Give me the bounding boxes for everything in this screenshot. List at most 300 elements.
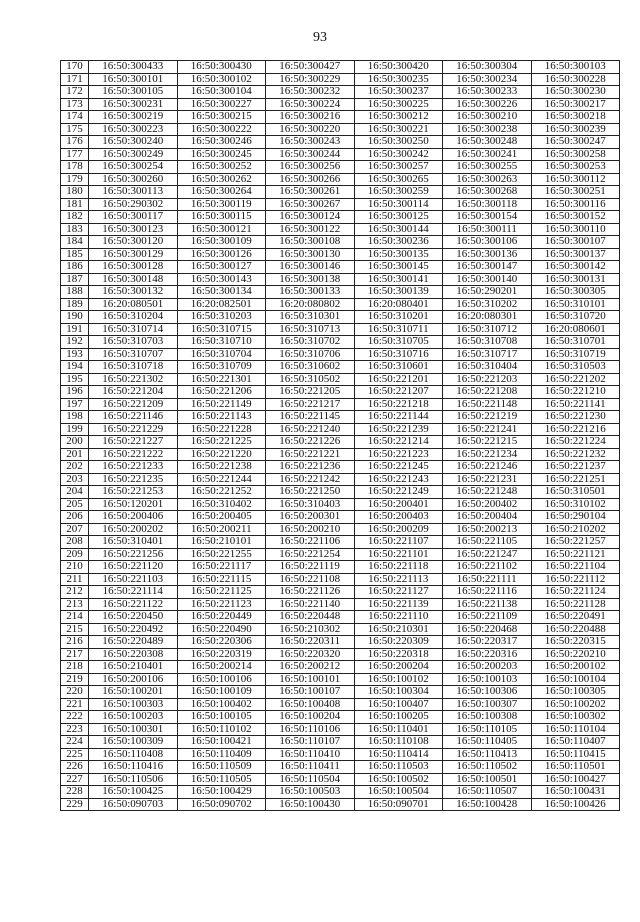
cadastral-number-cell: 16:50:300104 <box>177 86 266 99</box>
table-row <box>61 111 620 124</box>
row-number-cell: 225 <box>61 748 89 761</box>
cadastral-number-cell: 16:50:310202 <box>443 298 532 311</box>
cadastral-number-cell: 16:50:221227 <box>89 436 178 449</box>
cadastral-number-cell: 16:50:200404 <box>443 511 532 524</box>
cadastral-number-cell: 16:50:221302 <box>89 373 178 386</box>
cadastral-number-cell: 16:50:300247 <box>531 136 620 149</box>
cadastral-number-cell: 16:50:100309 <box>89 736 178 749</box>
cadastral-number-cell: 16:50:310710 <box>177 336 266 349</box>
cadastral-number-cell: 16:50:220450 <box>89 611 178 624</box>
cadastral-number-cell: 16:50:221221 <box>266 448 355 461</box>
cadastral-number-cell: 16:50:300221 <box>354 123 443 136</box>
cadastral-number-cell: 16:50:100308 <box>443 711 532 724</box>
row-number-cell: 172 <box>61 86 89 99</box>
cadastral-number-cell: 16:50:310502 <box>266 373 355 386</box>
cadastral-number-cell: 16:50:210202 <box>531 523 620 536</box>
cadastral-number-cell: 16:50:220468 <box>443 623 532 636</box>
cadastral-number-cell: 16:50:221125 <box>177 586 266 599</box>
cadastral-number-cell: 16:50:200301 <box>266 511 355 524</box>
table-row <box>61 186 620 199</box>
cadastral-number-cell: 16:50:200213 <box>443 523 532 536</box>
row-number-cell: 198 <box>61 411 89 424</box>
cadastral-number-cell: 16:50:220488 <box>531 623 620 636</box>
cadastral-number-cell: 16:50:221102 <box>443 561 532 574</box>
table-row <box>61 736 620 749</box>
cadastral-number-cell: 16:50:110415 <box>531 748 620 761</box>
cadastral-number-cell: 16:20:082501 <box>177 298 266 311</box>
cadastral-number-cell: 16:50:110108 <box>354 736 443 749</box>
row-number-cell: 197 <box>61 398 89 411</box>
cadastral-number-cell: 16:50:300257 <box>354 161 443 174</box>
cadastral-number-cell: 16:50:220319 <box>177 648 266 661</box>
cadastral-number-cell: 16:50:310720 <box>531 311 620 324</box>
cadastral-number-cell: 16:50:200402 <box>443 498 532 511</box>
row-number-cell: 201 <box>61 448 89 461</box>
cadastral-number-cell: 16:50:221225 <box>177 436 266 449</box>
cadastral-number-cell: 16:50:300133 <box>266 286 355 299</box>
row-number-cell: 222 <box>61 711 89 724</box>
cadastral-number-cell: 16:50:221117 <box>177 561 266 574</box>
row-number-cell: 206 <box>61 511 89 524</box>
cadastral-number-cell: 16:50:300111 <box>443 223 532 236</box>
row-number-cell: 215 <box>61 623 89 636</box>
cadastral-number-cell: 16:50:200211 <box>177 523 266 536</box>
cadastral-number-cell: 16:50:300223 <box>89 123 178 136</box>
cadastral-number-cell: 16:50:110506 <box>89 773 178 786</box>
cadastral-number-cell: 16:50:300126 <box>177 248 266 261</box>
row-number-cell: 213 <box>61 598 89 611</box>
cadastral-number-cell: 16:50:220318 <box>354 648 443 661</box>
cadastral-number-cell: 16:50:100407 <box>354 698 443 711</box>
table-row <box>61 261 620 274</box>
cadastral-number-cell: 16:50:310203 <box>177 311 266 324</box>
cadastral-number-cell: 16:50:300220 <box>266 123 355 136</box>
cadastral-number-cell: 16:50:300114 <box>354 198 443 211</box>
cadastral-number-cell: 16:50:220320 <box>266 648 355 661</box>
cadastral-number-cell: 16:50:310709 <box>177 361 266 374</box>
cadastral-number-cell: 16:50:221126 <box>266 586 355 599</box>
cadastral-number-cell: 16:50:300128 <box>89 261 178 274</box>
row-number-cell: 189 <box>61 298 89 311</box>
cadastral-number-cell: 16:50:221233 <box>89 461 178 474</box>
cadastral-number-cell: 16:50:221242 <box>266 473 355 486</box>
cadastral-number-cell: 16:50:300118 <box>443 198 532 211</box>
cadastral-number-cell: 16:50:220315 <box>531 636 620 649</box>
cadastral-number-cell: 16:50:300226 <box>443 98 532 111</box>
cadastral-number-cell: 16:50:300305 <box>531 286 620 299</box>
table-row <box>61 136 620 149</box>
cadastral-number-cell: 16:50:110104 <box>531 723 620 736</box>
cadastral-number-cell: 16:50:300215 <box>177 111 266 124</box>
row-number-cell: 221 <box>61 698 89 711</box>
cadastral-number-cell: 16:50:110507 <box>443 786 532 799</box>
table-row <box>61 248 620 261</box>
row-number-cell: 209 <box>61 548 89 561</box>
cadastral-number-cell: 16:50:221201 <box>354 373 443 386</box>
cadastral-number-cell: 16:50:300222 <box>177 123 266 136</box>
cadastral-number-cell: 16:50:221120 <box>89 561 178 574</box>
cadastral-number-cell: 16:50:221112 <box>531 573 620 586</box>
cadastral-number-cell: 16:50:310713 <box>266 323 355 336</box>
cadastral-number-cell: 16:50:310601 <box>354 361 443 374</box>
cadastral-number-cell: 16:50:300248 <box>443 136 532 149</box>
row-number-cell: 211 <box>61 573 89 586</box>
cadastral-number-cell: 16:50:300117 <box>89 211 178 224</box>
row-number-cell: 199 <box>61 423 89 436</box>
cadastral-number-cell: 16:50:300122 <box>266 223 355 236</box>
table-row <box>61 498 620 511</box>
cadastral-number-cell: 16:50:110410 <box>266 748 355 761</box>
cadastral-number-cell: 16:50:300236 <box>354 236 443 249</box>
cadastral-number-cell: 16:50:300258 <box>531 148 620 161</box>
cadastral-number-cell: 16:50:100109 <box>177 686 266 699</box>
cadastral-number-cell: 16:50:100101 <box>266 673 355 686</box>
cadastral-number-cell: 16:50:221110 <box>354 611 443 624</box>
cadastral-number-cell: 16:50:300127 <box>177 261 266 274</box>
cadastral-number-cell: 16:50:300267 <box>266 198 355 211</box>
cadastral-number-cell: 16:50:300253 <box>531 161 620 174</box>
table-row <box>61 611 620 624</box>
cadastral-number-cell: 16:50:090702 <box>177 798 266 811</box>
cadastral-number-cell: 16:50:110106 <box>266 723 355 736</box>
cadastral-number-cell: 16:50:300212 <box>354 111 443 124</box>
cadastral-number-cell: 16:50:200405 <box>177 511 266 524</box>
cadastral-number-cell: 16:50:300268 <box>443 186 532 199</box>
cadastral-number-cell: 16:50:221145 <box>266 411 355 424</box>
cadastral-number-cell: 16:50:310707 <box>89 348 178 361</box>
cadastral-number-cell: 16:50:221119 <box>266 561 355 574</box>
row-number-cell: 192 <box>61 336 89 349</box>
cadastral-number-cell: 16:50:221216 <box>531 423 620 436</box>
cadastral-number-cell: 16:50:221143 <box>177 411 266 424</box>
cadastral-number-cell: 16:50:221245 <box>354 461 443 474</box>
cadastral-number-cell: 16:20:080401 <box>354 298 443 311</box>
cadastral-number-cell: 16:50:221218 <box>354 398 443 411</box>
cadastral-number-cell: 16:50:110105 <box>443 723 532 736</box>
cadastral-number-cell: 16:50:221209 <box>89 398 178 411</box>
cadastral-number-cell: 16:50:221118 <box>354 561 443 574</box>
cadastral-number-cell: 16:50:300264 <box>177 186 266 199</box>
row-number-cell: 216 <box>61 636 89 649</box>
cadastral-number-cell: 16:50:300232 <box>266 86 355 99</box>
cadastral-number-cell: 16:50:221246 <box>443 461 532 474</box>
cadastral-number-cell: 16:50:221149 <box>177 398 266 411</box>
cadastral-number-cell: 16:50:300147 <box>443 261 532 274</box>
cadastral-number-cell: 16:50:300263 <box>443 173 532 186</box>
cadastral-number-cell: 16:50:300119 <box>177 198 266 211</box>
cadastral-number-cell: 16:50:300244 <box>266 148 355 161</box>
table-row <box>61 761 620 774</box>
cadastral-number-cell: 16:50:310702 <box>266 336 355 349</box>
cadastral-number-cell: 16:50:300218 <box>531 111 620 124</box>
cadastral-number-cell: 16:50:300210 <box>443 111 532 124</box>
cadastral-number-cell: 16:50:300230 <box>531 86 620 99</box>
cadastral-number-cell: 16:50:221241 <box>443 423 532 436</box>
table-row <box>61 211 620 224</box>
cadastral-number-cell: 16:50:300250 <box>354 136 443 149</box>
cadastral-number-cell: 16:20:080601 <box>531 323 620 336</box>
row-number-cell: 175 <box>61 123 89 136</box>
cadastral-number-cell: 16:50:110505 <box>177 773 266 786</box>
row-number-cell: 226 <box>61 761 89 774</box>
cadastral-number-cell: 16:50:300135 <box>354 248 443 261</box>
cadastral-number-cell: 16:50:221236 <box>266 461 355 474</box>
cadastral-number-cell: 16:50:220316 <box>443 648 532 661</box>
cadastral-number-cell: 16:50:110405 <box>443 736 532 749</box>
row-number-cell: 224 <box>61 736 89 749</box>
cadastral-number-cell: 16:50:290302 <box>89 198 178 211</box>
cadastral-number-cell: 16:50:221148 <box>443 398 532 411</box>
cadastral-number-cell: 16:50:300110 <box>531 223 620 236</box>
table-row <box>61 323 620 336</box>
cadastral-number-cell: 16:50:310708 <box>443 336 532 349</box>
cadastral-number-cell: 16:50:110408 <box>89 748 178 761</box>
cadastral-number-cell: 16:50:300229 <box>266 73 355 86</box>
table-row <box>61 411 620 424</box>
cadastral-number-cell: 16:50:221101 <box>354 548 443 561</box>
row-number-cell: 200 <box>61 436 89 449</box>
row-number-cell: 220 <box>61 686 89 699</box>
cadastral-number-cell: 16:50:100305 <box>531 686 620 699</box>
cadastral-number-cell: 16:50:300116 <box>531 198 620 211</box>
cadastral-number-cell: 16:50:310719 <box>531 348 620 361</box>
cadastral-number-cell: 16:50:221107 <box>354 536 443 549</box>
row-number-cell: 210 <box>61 561 89 574</box>
row-number-cell: 181 <box>61 198 89 211</box>
cadastral-number-cell: 16:50:310705 <box>354 336 443 349</box>
cadastral-number-cell: 16:50:300108 <box>266 236 355 249</box>
cadastral-number-cell: 16:50:221214 <box>354 436 443 449</box>
cadastral-number-cell: 16:50:310715 <box>177 323 266 336</box>
table-row <box>61 373 620 386</box>
table-row <box>61 511 620 524</box>
cadastral-number-cell: 16:50:110503 <box>354 761 443 774</box>
cadastral-number-cell: 16:50:310403 <box>266 498 355 511</box>
cadastral-number-cell: 16:50:221114 <box>89 586 178 599</box>
row-number-cell: 195 <box>61 373 89 386</box>
cadastral-number-cell: 16:50:300225 <box>354 98 443 111</box>
table-row <box>61 198 620 211</box>
cadastral-number-cell: 16:50:221232 <box>531 448 620 461</box>
cadastral-number-cell: 16:50:220448 <box>266 611 355 624</box>
row-number-cell: 184 <box>61 236 89 249</box>
cadastral-number-cell: 16:50:221222 <box>89 448 178 461</box>
cadastral-number-cell: 16:50:100205 <box>354 711 443 724</box>
cadastral-number-cell: 16:50:300245 <box>177 148 266 161</box>
cadastral-number-cell: 16:50:300109 <box>177 236 266 249</box>
cadastral-number-cell: 16:50:110407 <box>531 736 620 749</box>
cadastral-number-cell: 16:50:221128 <box>531 598 620 611</box>
cadastral-number-cell: 16:50:221228 <box>177 423 266 436</box>
row-number-cell: 187 <box>61 273 89 286</box>
cadastral-number-cell: 16:50:100427 <box>531 773 620 786</box>
cadastral-number-cell: 16:50:300141 <box>354 273 443 286</box>
cadastral-number-cell: 16:50:221138 <box>443 598 532 611</box>
cadastral-number-cell: 16:50:100428 <box>443 798 532 811</box>
cadastral-number-cell: 16:50:300105 <box>89 86 178 99</box>
cadastral-number-cell: 16:50:200203 <box>443 661 532 674</box>
table-row <box>61 148 620 161</box>
cadastral-number-cell: 16:50:300139 <box>354 286 443 299</box>
cadastral-number-cell: 16:50:110501 <box>531 761 620 774</box>
cadastral-number-cell: 16:50:221252 <box>177 486 266 499</box>
row-number-cell: 228 <box>61 786 89 799</box>
cadastral-number-cell: 16:50:221237 <box>531 461 620 474</box>
cadastral-number-cell: 16:50:300121 <box>177 223 266 236</box>
cadastral-number-cell: 16:50:300254 <box>89 161 178 174</box>
cadastral-number-cell: 16:50:221301 <box>177 373 266 386</box>
cadastral-number-cell: 16:50:300252 <box>177 161 266 174</box>
cadastral-number-cell: 16:50:310701 <box>531 336 620 349</box>
cadastral-number-cell: 16:50:221123 <box>177 598 266 611</box>
cadastral-number-cell: 16:50:300142 <box>531 261 620 274</box>
cadastral-number-cell: 16:50:221255 <box>177 548 266 561</box>
cadastral-number-cell: 16:50:221113 <box>354 573 443 586</box>
cadastral-number-cell: 16:50:221220 <box>177 448 266 461</box>
cadastral-number-cell: 16:50:100501 <box>443 773 532 786</box>
row-number-cell: 191 <box>61 323 89 336</box>
table-row <box>61 648 620 661</box>
cadastral-number-cell: 16:50:300241 <box>443 148 532 161</box>
table-row <box>61 448 620 461</box>
cadastral-number-cell: 16:50:110413 <box>443 748 532 761</box>
table-row <box>61 598 620 611</box>
cadastral-number-cell: 16:20:080301 <box>443 311 532 324</box>
cadastral-number-cell: 16:50:300261 <box>266 186 355 199</box>
table-row <box>61 73 620 86</box>
cadastral-number-cell: 16:50:221139 <box>354 598 443 611</box>
cadastral-number-cell: 16:50:300138 <box>266 273 355 286</box>
cadastral-number-cell: 16:50:310706 <box>266 348 355 361</box>
cadastral-number-cell: 16:50:200403 <box>354 511 443 524</box>
row-number-cell: 212 <box>61 586 89 599</box>
table-row <box>61 573 620 586</box>
cadastral-number-cell: 16:50:300144 <box>354 223 443 236</box>
cadastral-number-cell: 16:50:300242 <box>354 148 443 161</box>
table-row <box>61 773 620 786</box>
row-number-cell: 219 <box>61 673 89 686</box>
cadastral-number-cell: 16:50:220490 <box>177 623 266 636</box>
table-row <box>61 298 620 311</box>
table-row <box>61 273 620 286</box>
cadastral-number-cell: 16:50:300260 <box>89 173 178 186</box>
row-number-cell: 193 <box>61 348 89 361</box>
cadastral-number-cell: 16:50:300249 <box>89 148 178 161</box>
table-row <box>61 223 620 236</box>
cadastral-number-cell: 16:50:221219 <box>443 411 532 424</box>
cadastral-number-cell: 16:50:200401 <box>354 498 443 511</box>
table-row <box>61 461 620 474</box>
cadastral-number-cell: 16:50:300103 <box>531 61 620 74</box>
table-row <box>61 348 620 361</box>
cadastral-number-cell: 16:50:221116 <box>443 586 532 599</box>
cadastral-number-cell: 16:50:310711 <box>354 323 443 336</box>
cadastral-number-cell: 16:50:100421 <box>177 736 266 749</box>
cadastral-number-cell: 16:50:310714 <box>89 323 178 336</box>
cadastral-number-cell: 16:50:221250 <box>266 486 355 499</box>
cadastral-number-cell: 16:50:100426 <box>531 798 620 811</box>
cadastral-number-cell: 16:50:300140 <box>443 273 532 286</box>
cadastral-number-cell: 16:50:300124 <box>266 211 355 224</box>
table-row <box>61 236 620 249</box>
cadastral-number-cell: 16:50:200212 <box>266 661 355 674</box>
cadastral-number-cell: 16:50:221202 <box>531 373 620 386</box>
cadastral-number-cell: 16:50:100202 <box>531 698 620 711</box>
cadastral-number-cell: 16:50:300107 <box>531 236 620 249</box>
cadastral-number-cell: 16:50:221248 <box>443 486 532 499</box>
table-row <box>61 523 620 536</box>
cadastral-number-cell: 16:50:221204 <box>89 386 178 399</box>
cadastral-number-cell: 16:50:300129 <box>89 248 178 261</box>
cadastral-number-cell: 16:50:110107 <box>266 736 355 749</box>
cadastral-number-cell: 16:50:300246 <box>177 136 266 149</box>
row-number-cell: 214 <box>61 611 89 624</box>
cadastral-number-cell: 16:50:221105 <box>443 536 532 549</box>
table-row <box>61 311 620 324</box>
table-row <box>61 661 620 674</box>
cadastral-number-cell: 16:50:100104 <box>531 673 620 686</box>
cadastral-number-cell: 16:50:200204 <box>354 661 443 674</box>
cadastral-number-cell: 16:50:220308 <box>89 648 178 661</box>
cadastral-number-cell: 16:50:300145 <box>354 261 443 274</box>
cadastral-number-cell: 16:50:221206 <box>177 386 266 399</box>
cadastral-number-cell: 16:50:110509 <box>177 761 266 774</box>
cadastral-number-cell: 16:50:221229 <box>89 423 178 436</box>
row-number-cell: 203 <box>61 473 89 486</box>
table-row <box>61 673 620 686</box>
row-number-cell: 170 <box>61 61 89 74</box>
cadastral-number-cell: 16:50:310716 <box>354 348 443 361</box>
cadastral-number-cell: 16:50:310102 <box>531 498 620 511</box>
table-row <box>61 798 620 811</box>
cadastral-number-cell: 16:50:221205 <box>266 386 355 399</box>
table-row <box>61 536 620 549</box>
cadastral-number-cell: 16:50:221144 <box>354 411 443 424</box>
cadastral-number-cell: 16:50:300235 <box>354 73 443 86</box>
row-number-cell: 202 <box>61 461 89 474</box>
cadastral-number-cell: 16:50:300224 <box>266 98 355 111</box>
cadastral-number-cell: 16:50:300216 <box>266 111 355 124</box>
cadastral-number-cell: 16:50:110414 <box>354 748 443 761</box>
table-row <box>61 86 620 99</box>
cadastral-number-cell: 16:50:210401 <box>89 661 178 674</box>
cadastral-number-cell: 16:50:221251 <box>531 473 620 486</box>
row-number-cell: 188 <box>61 286 89 299</box>
cadastral-number-cell: 16:50:221146 <box>89 411 178 424</box>
cadastral-number-cell: 16:50:300113 <box>89 186 178 199</box>
cadastral-number-cell: 16:50:221244 <box>177 473 266 486</box>
cadastral-number-cell: 16:50:300120 <box>89 236 178 249</box>
cadastral-number-cell: 16:50:300132 <box>89 286 178 299</box>
table-row <box>61 161 620 174</box>
cadastral-number-cell: 16:50:221217 <box>266 398 355 411</box>
cadastral-number-cell: 16:50:300231 <box>89 98 178 111</box>
cadastral-number-cell: 16:50:100502 <box>354 773 443 786</box>
cadastral-number-cell: 16:50:100105 <box>177 711 266 724</box>
cadastral-number-cell: 16:50:300102 <box>177 73 266 86</box>
table-row <box>61 386 620 399</box>
cadastral-number-cell: 16:50:100431 <box>531 786 620 799</box>
cadastral-number-cell: 16:50:310401 <box>89 536 178 549</box>
cadastral-number-cell: 16:50:300143 <box>177 273 266 286</box>
table-row <box>61 423 620 436</box>
cadastral-number-cell: 16:50:110416 <box>89 761 178 774</box>
cadastral-number-cell: 16:50:300152 <box>531 211 620 224</box>
cadastral-number-cell: 16:50:100302 <box>531 711 620 724</box>
cadastral-number-table <box>60 60 620 811</box>
cadastral-number-cell: 16:50:100429 <box>177 786 266 799</box>
cadastral-number-cell: 16:50:100425 <box>89 786 178 799</box>
